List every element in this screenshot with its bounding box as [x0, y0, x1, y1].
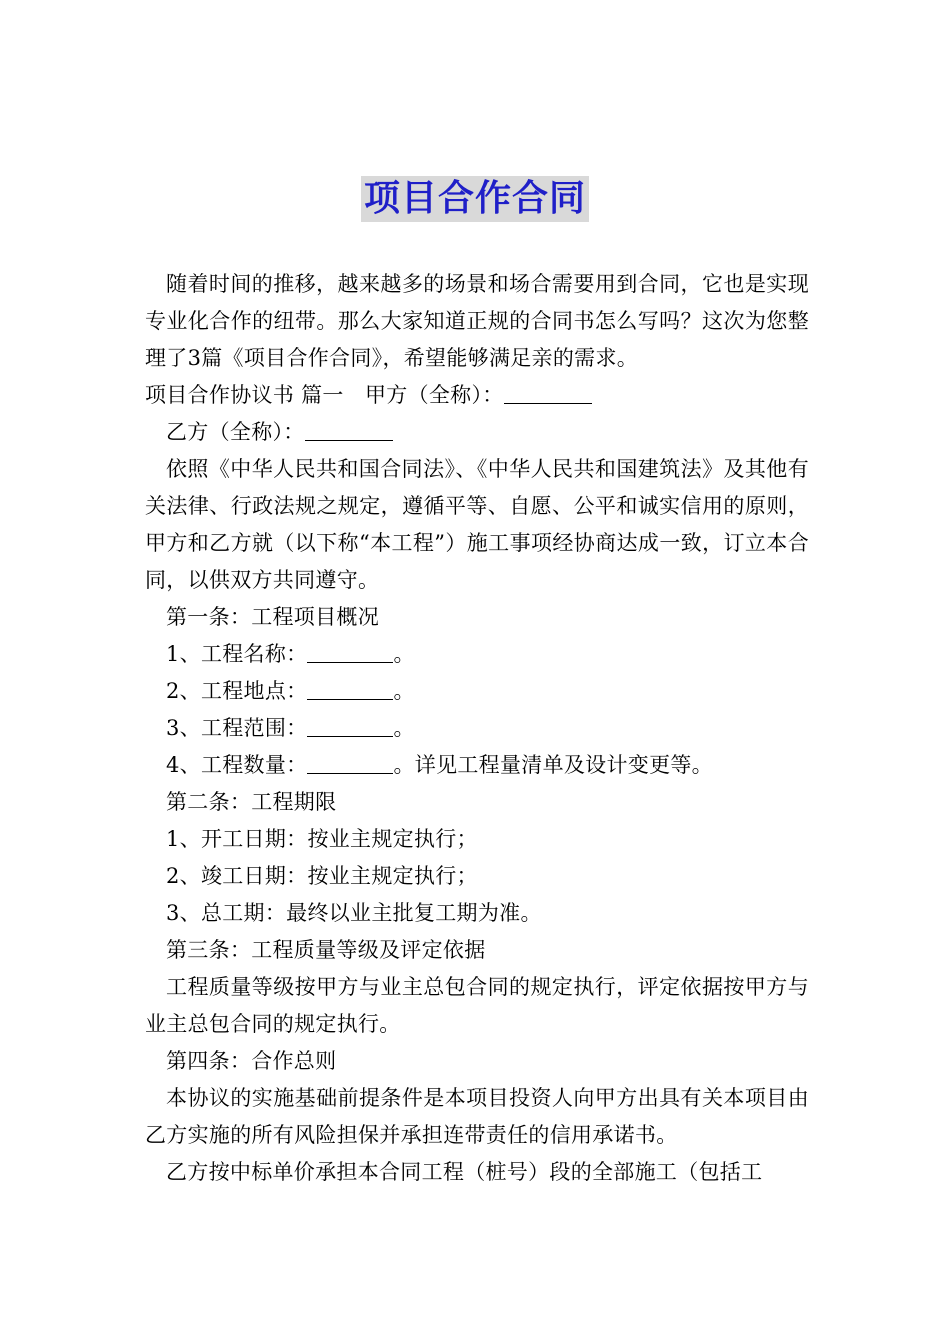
article-2-heading: 第二条：工程期限 — [166, 790, 337, 814]
fill-blank — [307, 642, 393, 663]
article-1-item — [145, 747, 809, 784]
article-1-item — [145, 673, 809, 710]
article-3-paragraph: 工程质量等级按甲方与业主总包合同的规定执行，评定依据按甲方与业主总包合同的规定执行。 — [145, 975, 809, 1036]
item-label: 1、工程名称： — [166, 642, 308, 666]
item-suffix: 。 — [393, 679, 415, 703]
article-4-paragraph-1: 本协议的实施基础前提条件是本项目投资人向甲方出具有关本项目由乙方实施的所有风险担保并承担连带责任的信用承诺书。 — [145, 1086, 809, 1147]
article-1-item — [145, 710, 809, 747]
article-4-heading: 第四条：合作总则 — [166, 1049, 337, 1073]
party-b-line — [145, 414, 809, 451]
party-a-line — [145, 377, 809, 414]
article-2-item: 2、竣工日期：按业主规定执行； — [166, 864, 478, 888]
article-1-heading: 第一条：工程项目概况 — [166, 605, 379, 629]
document-body — [145, 266, 809, 1191]
title-container — [0, 176, 950, 222]
fill-blank — [307, 716, 393, 737]
item-suffix: 。详见工程量清单及设计变更等。 — [393, 753, 713, 777]
intro-paragraph: 随着时间的推移，越来越多的场景和场合需要用到合同，它也是实现专业化合作的纽带。那么大家知道正规的合同书怎么写吗？这次为您整理了3篇《项目合作合同》，希望能够满足亲的需求。 — [145, 272, 809, 370]
basis-paragraph: 依照《中华人民共和国合同法》、《中华人民共和国建筑法》及其他有关法律、行政法规之规定，遵循平等、自愿、公平和诚实信用的原则，甲方和乙方就（以下称“本工程”）施工事项经协商达成一致，订立本合同，以供双方共同遵守。 — [145, 457, 809, 592]
party-b-blank — [305, 420, 393, 441]
document-title: 项目合作合同 — [361, 176, 589, 222]
item-label: 3、工程范围： — [166, 716, 308, 740]
fill-blank — [307, 753, 393, 774]
article-1-item — [145, 636, 809, 673]
item-label: 2、工程地点： — [166, 679, 308, 703]
article-3-heading: 第三条：工程质量等级及评定依据 — [166, 938, 486, 962]
party-a-label: 项目合作协议书 篇一 甲方（全称）： — [145, 383, 504, 407]
party-b-label: 乙方（全称）： — [166, 420, 305, 444]
item-suffix: 。 — [393, 642, 415, 666]
fill-blank — [307, 679, 393, 700]
party-a-blank — [504, 383, 592, 404]
article-2-item: 3、总工期：最终以业主批复工期为准。 — [166, 901, 542, 925]
article-4-paragraph-2: 乙方按中标单价承担本合同工程（桩号）段的全部施工（包括工 — [166, 1160, 763, 1184]
item-suffix: 。 — [393, 716, 415, 740]
article-2-item: 1、开工日期：按业主规定执行； — [166, 827, 478, 851]
item-label: 4、工程数量： — [166, 753, 308, 777]
